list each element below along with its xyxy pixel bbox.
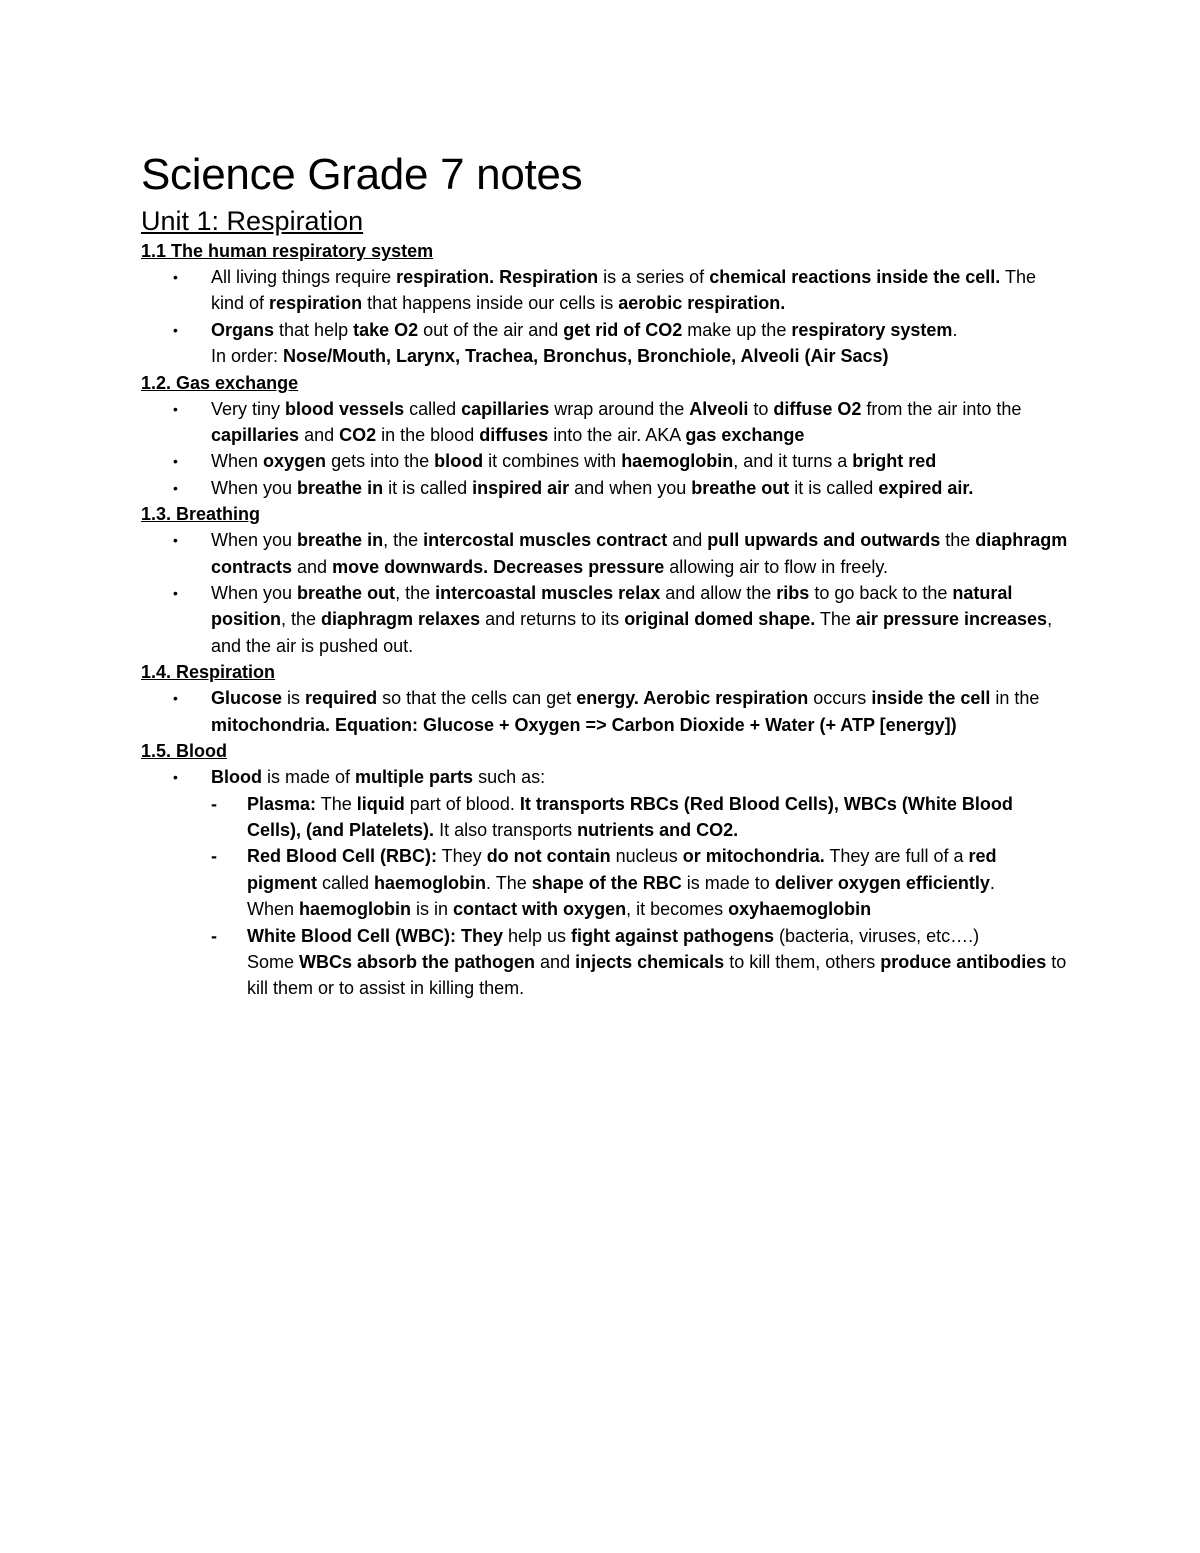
text-run: nucleus	[610, 846, 683, 867]
bold-text: oxygen	[263, 451, 327, 472]
text-run: to go back to the	[809, 583, 953, 604]
text-run: gets into the	[326, 451, 435, 472]
bullet-item	[141, 475, 1071, 501]
unit-heading: Unit 1: Respiration	[141, 206, 364, 236]
text-run: .	[989, 872, 995, 893]
bold-text: air pressure increases	[855, 609, 1048, 630]
bullet-icon: •	[173, 479, 178, 496]
bold-text: capillaries	[211, 425, 300, 446]
section	[141, 660, 1071, 738]
section	[141, 502, 1071, 659]
bullet-list	[141, 685, 1071, 738]
text-run: is a series of	[598, 267, 710, 287]
dash-icon: -	[211, 846, 217, 867]
bold-text: CO2	[339, 425, 377, 446]
bullet-icon: •	[173, 585, 178, 602]
dash-text	[247, 794, 1013, 840]
text-run: . The	[486, 872, 532, 893]
bold-text: get rid of CO2	[563, 319, 683, 340]
bullet-text	[211, 688, 1039, 734]
text-run: that help	[274, 319, 354, 340]
bold-text: Nose/Mouth, Larynx, Trachea, Bronchus, Bronchiole, Alveoli (Air Sacs)	[283, 346, 889, 367]
dash-icon: -	[211, 925, 217, 946]
bold-text: haemoglobin	[299, 899, 412, 920]
bullet-text	[211, 583, 1052, 656]
bullet-text	[211, 530, 1067, 576]
section-heading: 1.3. Breathing	[141, 504, 261, 525]
bold-text: Plasma:	[247, 793, 317, 814]
bold-text: nutrients and CO2.	[577, 819, 739, 840]
bullet-item	[141, 685, 1071, 738]
text-run: All living things require	[211, 267, 397, 287]
text-run: such as:	[473, 767, 546, 788]
text-run: When	[247, 899, 300, 920]
bullet-item	[141, 317, 1071, 370]
bold-text: natural position	[211, 583, 1013, 630]
bold-text: diffuse O2	[773, 398, 862, 419]
bullet-text	[211, 267, 1036, 313]
bold-text: ribs	[776, 583, 810, 604]
bullet-list	[141, 764, 1071, 1002]
bold-text: respiration. Respiration	[396, 267, 599, 287]
bold-text: breathe out	[297, 583, 396, 604]
bold-text: injects chemicals	[575, 951, 725, 972]
text-run: When you	[211, 477, 298, 498]
bold-text: White Blood Cell (WBC): They	[247, 925, 503, 946]
bold-text: liquid	[356, 793, 405, 814]
bold-text: mitochondria. Equation: Glucose + Oxygen => Carbon Dioxide + Water (+ ATP [energy])	[211, 714, 957, 735]
bullet-icon: •	[173, 769, 178, 786]
section	[141, 739, 1071, 1002]
text-run: When	[211, 451, 264, 472]
bold-text: original domed shape.	[624, 609, 816, 630]
text-run: and returns to its	[480, 609, 625, 630]
dash-item	[211, 843, 1071, 922]
dash-item	[211, 791, 1071, 844]
dash-text	[247, 926, 1066, 999]
text-run: When you	[211, 583, 298, 604]
bold-text: diaphragm relaxes	[321, 609, 481, 630]
section-heading: 1.2. Gas exchange	[141, 372, 299, 393]
bullet-icon: •	[173, 532, 178, 549]
bullet-list	[141, 396, 1071, 502]
page-title: Science Grade 7 notes	[141, 150, 583, 199]
bold-text: required	[305, 688, 378, 709]
bold-text: contact with oxygen	[453, 899, 627, 920]
bullet-icon: •	[173, 321, 178, 338]
text-run: to kill them, others	[724, 951, 881, 972]
section-heading: 1.4. Respiration	[141, 662, 276, 683]
text-run: , it becomes	[626, 899, 729, 920]
text-run: The	[815, 609, 856, 630]
bold-text: aerobic respiration.	[618, 293, 786, 314]
bold-text: intercoastal muscles relax	[435, 583, 661, 604]
bold-text: fight against pathogens	[571, 925, 775, 946]
text-run: , and the air is pushed out.	[211, 609, 1053, 656]
bold-text: intercostal muscles contract	[423, 530, 668, 551]
text-run: They	[436, 846, 487, 867]
bold-text: respiration	[269, 293, 363, 314]
bold-text: chemical reactions inside the cell.	[709, 267, 1001, 287]
text-run: The	[316, 793, 357, 814]
bold-text: breathe out	[691, 477, 790, 498]
bold-text: haemoglobin	[621, 451, 734, 472]
bold-text: deliver oxygen efficiently	[774, 872, 990, 893]
section	[141, 371, 1071, 502]
bullet-item	[141, 580, 1071, 659]
text-run: called	[404, 398, 462, 419]
text-run: called	[317, 872, 375, 893]
text-run: , and it turns a	[733, 451, 853, 472]
bullet-text	[211, 320, 957, 366]
bold-text: multiple parts	[355, 767, 474, 788]
text-run: it is called	[383, 477, 473, 498]
text-run: is made of	[262, 767, 356, 788]
text-run: , the	[383, 530, 424, 551]
bullet-list	[141, 264, 1071, 370]
text-run: occurs	[808, 688, 872, 709]
bold-text: breathe in	[297, 477, 384, 498]
bold-text: inside the cell	[871, 688, 991, 709]
text-run: (bacteria, viruses, etc….)	[774, 925, 980, 946]
text-run: , the	[395, 583, 436, 604]
dash-text	[247, 846, 997, 919]
text-run: They are full of a	[824, 846, 969, 867]
section	[141, 239, 1071, 370]
bullet-text	[211, 767, 545, 787]
bullet-item	[141, 764, 1071, 1002]
bold-text: shape of the RBC	[531, 872, 682, 893]
text-run: the	[940, 530, 976, 551]
bullet-item	[141, 448, 1071, 474]
text-run: from the air into the	[861, 398, 1022, 419]
section-heading: 1.5. Blood	[141, 741, 228, 762]
bullet-item	[141, 527, 1071, 580]
text-run: part of blood.	[404, 793, 520, 814]
bullet-icon: •	[173, 453, 178, 470]
bullet-item	[141, 264, 1071, 317]
bold-text: Blood	[211, 767, 262, 788]
bold-text: WBCs absorb the pathogen	[299, 951, 536, 972]
text-run: out of the air and	[418, 319, 564, 340]
bold-text: gas exchange	[685, 425, 805, 446]
text-run: and	[292, 556, 333, 577]
bold-text: haemoglobin	[374, 872, 487, 893]
text-run: is made to	[681, 872, 775, 893]
bold-text: diaphragm contracts	[211, 530, 1068, 577]
bold-text: expired air.	[878, 477, 974, 498]
bold-text: do not contain	[486, 846, 611, 867]
bold-text: Organs	[211, 319, 275, 340]
bold-text: capillaries	[461, 398, 550, 419]
text-run: to	[748, 398, 774, 419]
section-heading: 1.1 The human respiratory system	[141, 241, 434, 261]
bullet-icon: •	[173, 269, 178, 285]
bullet-icon: •	[173, 690, 178, 707]
bold-text: bright red	[852, 451, 937, 472]
bullet-item	[141, 396, 1071, 449]
bold-text: diffuses	[479, 425, 549, 446]
text-run: and when you	[569, 477, 692, 498]
text-run: is in	[411, 899, 454, 920]
text-run: is	[282, 688, 306, 709]
text-run: it is called	[789, 477, 879, 498]
bold-text: Red Blood Cell (RBC):	[247, 846, 437, 867]
bold-text: energy. Aerobic respiration	[576, 688, 809, 709]
bold-text: blood	[434, 451, 484, 472]
bullet-text	[211, 399, 1021, 445]
bold-text: breathe in	[297, 530, 384, 551]
text-run: and allow the	[660, 583, 777, 604]
text-run: that happens inside our cells is	[362, 293, 619, 314]
text-run: .	[952, 319, 958, 340]
bullet-text	[211, 451, 936, 471]
bold-text: respiratory system	[791, 319, 953, 340]
bold-text: It transports RBCs (Red Blood Cells), WBCs (White Blood Cells), (and Platelets).	[247, 793, 1013, 840]
bullet-icon: •	[173, 400, 178, 417]
bullet-list	[141, 527, 1071, 659]
dash-item	[211, 923, 1071, 1002]
text-run: make up the	[682, 319, 792, 340]
bold-text: inspired air	[472, 477, 570, 498]
text-run: When you	[211, 530, 298, 551]
text-run: It also transports	[434, 819, 578, 840]
bold-text: move downwards. Decreases pressure	[332, 556, 665, 577]
document-body	[141, 148, 1071, 1002]
text-run: help us	[502, 925, 572, 946]
text-run: it combines with	[483, 451, 622, 472]
bold-text: oxyhaemoglobin	[728, 899, 872, 920]
text-run: so that the cells can get	[377, 688, 577, 709]
text-run: , the	[281, 609, 322, 630]
text-run: Very tiny	[211, 398, 286, 419]
bold-text: blood vessels	[285, 398, 405, 419]
bullet-text	[211, 478, 973, 498]
text-run: in the	[990, 688, 1040, 709]
dash-list	[211, 791, 1071, 1002]
bold-text: Alveoli	[689, 398, 749, 419]
bold-text: pull upwards and outwards	[707, 530, 941, 551]
text-run: and	[667, 530, 708, 551]
bold-text: take O2	[353, 319, 419, 340]
text-run: and	[299, 425, 340, 446]
bold-text: Glucose	[211, 688, 283, 709]
text-run: Some	[247, 951, 300, 972]
text-run: wrap around the	[549, 398, 690, 419]
dash-icon: -	[211, 793, 217, 814]
text-run: allowing air to flow in freely.	[664, 556, 888, 577]
sections-container	[141, 239, 1071, 1002]
text-run: into the air. AKA	[548, 425, 686, 446]
bold-text: red pigment	[247, 846, 997, 893]
text-run: and	[535, 951, 576, 972]
text-run: to kill them or to assist in killing them.	[247, 951, 1067, 999]
text-run: in the blood	[376, 425, 480, 446]
bold-text: or mitochondria.	[682, 846, 825, 867]
bold-text: produce antibodies	[880, 951, 1047, 972]
text-run: In order:	[211, 346, 284, 367]
text-run: The kind of	[211, 267, 1037, 314]
